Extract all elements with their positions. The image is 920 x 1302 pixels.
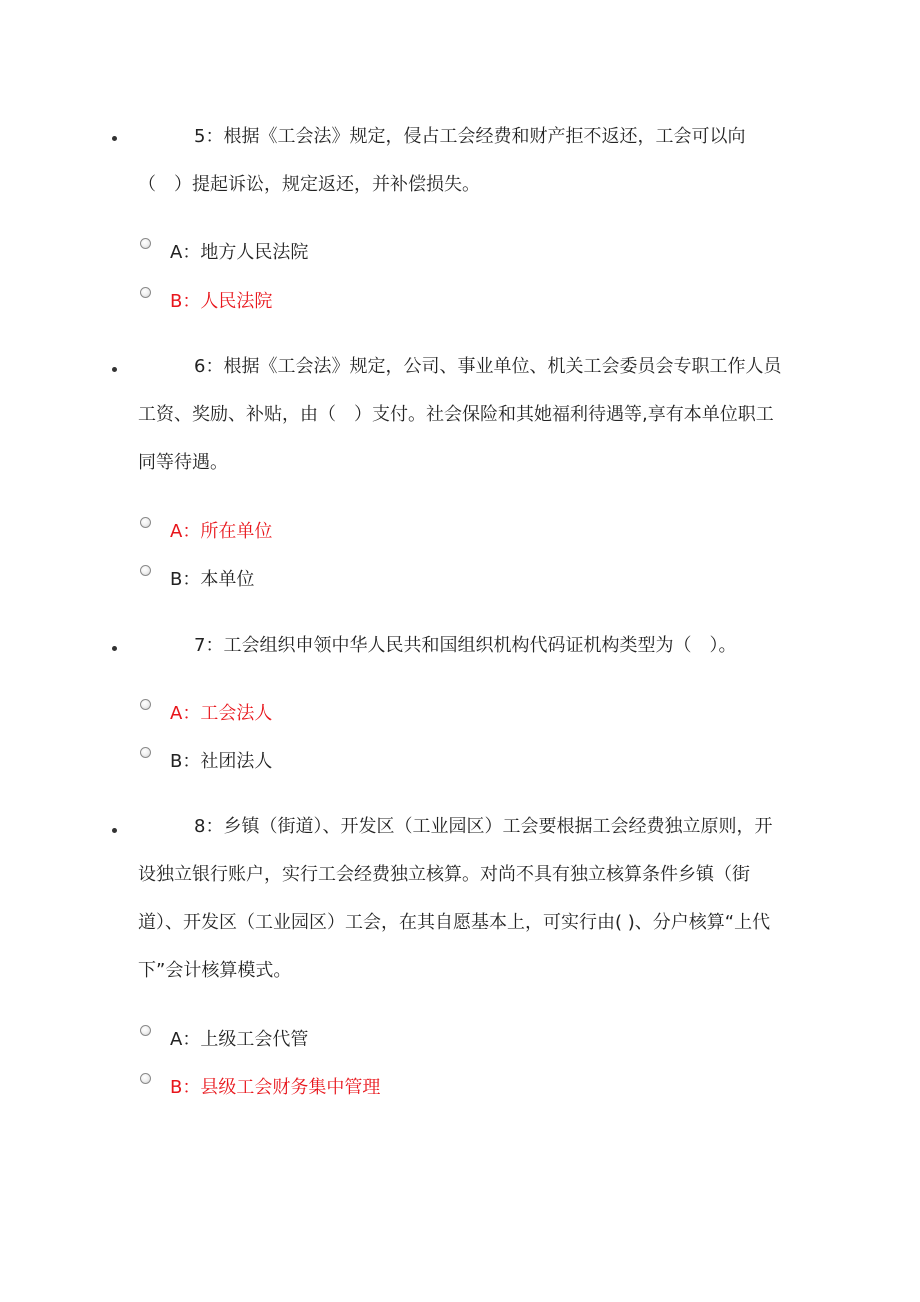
radio-button-icon[interactable] (140, 1025, 151, 1036)
bullet-icon (112, 646, 120, 654)
radio-button-icon[interactable] (140, 287, 151, 298)
option-a[interactable] (140, 238, 740, 268)
option-label: B：本单位 (170, 569, 255, 590)
option-a[interactable] (140, 517, 740, 547)
bullet-icon (112, 136, 120, 144)
option-label-correct: B：人民法院 (170, 291, 273, 312)
question-text: 6：根据《工会法》规定，公司、事业单位、机关工会委员会专职工作人员工资、奖励、补贴，由（ ）支付。社会保险和其她福利待遇等,享有本单位职工同等待遇。 (138, 356, 782, 473)
question-text: 5：根据《工会法》规定，侵占工会经费和财产拒不返还，工会可以向（ ）提起诉讼，规定返还，并补偿损失。 (138, 126, 746, 195)
option-b[interactable] (140, 747, 740, 777)
option-label: A：地方人民法院 (170, 242, 309, 263)
radio-button-icon[interactable] (140, 238, 151, 249)
option-label: A：上级工会代管 (170, 1029, 309, 1050)
question-text: 8：乡镇（街道）、开发区（工业园区）工会要根据工会经费独立原则，开设独立银行账户，实行工会经费独立核算。对尚不具有独立核算条件乡镇（街道）、开发区（工业园区）工会，在其自愿基本上，可实行由( )、分户核算“上代下”会计核算模式。 (138, 816, 773, 981)
radio-button-icon[interactable] (140, 565, 151, 576)
radio-button-icon[interactable] (140, 1073, 151, 1084)
option-b[interactable] (140, 565, 740, 595)
option-b[interactable] (140, 287, 740, 317)
radio-button-icon[interactable] (140, 699, 151, 710)
bullet-icon (112, 367, 120, 375)
option-label-correct: B：县级工会财务集中管理 (170, 1077, 381, 1098)
question-text: 7：工会组织申领中华人民共和国组织机构代码证机构类型为（ ）。 (194, 635, 737, 656)
option-a[interactable] (140, 699, 740, 729)
option-label-correct: A：工会法人 (170, 703, 273, 724)
radio-button-icon[interactable] (140, 747, 151, 758)
option-label-correct: A：所在单位 (170, 521, 273, 542)
radio-button-icon[interactable] (140, 517, 151, 528)
option-a[interactable] (140, 1025, 740, 1055)
option-label: B：社团法人 (170, 751, 273, 772)
bullet-icon (112, 828, 120, 836)
option-b[interactable] (140, 1073, 740, 1103)
